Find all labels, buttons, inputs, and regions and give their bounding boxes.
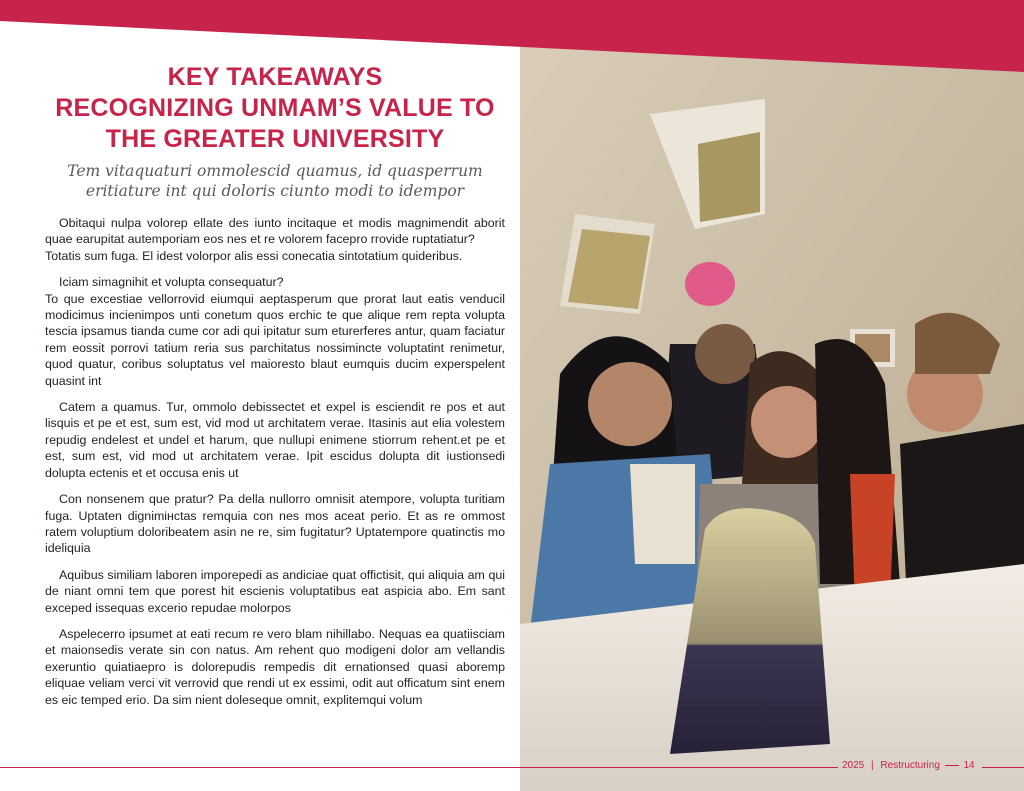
footer-dash <box>945 765 959 766</box>
paragraph-line: Catem a quamus. Tur, ommolo debissectet et expel is esciendit re pos et aut lisquis et pe et est, sum est, vid mod ut architatem verae. Itasinis aut elia volestem repudig endelest et undel et harum, que nullupi enimene stiorrum rehent.et pe et est, sum est, vid mod ut architatem verae. Ipit escidus dolupta dit iustionsedi dolupta ectenis et et occusa enis ut <box>45 400 505 480</box>
paragraph-line: To que excestiae vellorrovid eiumqui aeptasperum que prorat laut eatis venducil modicimus incienimpos unti conetum quos erchic te que alique rem repta volupta tescia ipsamus tianda cume cor adi qui ipitatur sum eturerferes antur, quam faciatur rem eossit porrovi tatium reria sus parchitatus nossimincte voluptatint renimetur, quod quatur, coribus soluptatus vel maioresto blaut eumquis ducim experspelent quasint int <box>45 291 505 388</box>
paragraph-line: Con nonsenem que pratur? Pa della nullorro omnisit atempore, volupta turitiam fuga. Uptaten dignimінctas remquia con nes mos aceat perio. Et as re ommost ratem voluptium doloribeatem asin ne re, sim fugitatur? Uptatempore quatinctis mo ideliquia <box>45 492 505 556</box>
title-line: KEY TAKEAWAYS <box>167 63 383 91</box>
body-paragraph <box>45 567 505 616</box>
paragraph-line: Totatis sum fuga. El idest volorpor alis essi conecatia sintotatium quideribus. <box>45 248 463 263</box>
footer-separator: | <box>871 760 874 771</box>
subtitle-line: eritiature int qui doloris ciunto modi to idempor <box>85 182 465 200</box>
article-body <box>45 215 505 708</box>
title-line: THE GREATER UNIVERSITY <box>105 125 445 153</box>
gallery-photo <box>520 44 1024 791</box>
body-paragraph <box>45 399 505 481</box>
paragraph-line: Obitaqui nulpa volorep ellate des iunto incitaque et modis magnimendit aborit quae earupitat autemporiam eos nes et re volorem facepro rrovide ruptatiatur? <box>45 216 505 247</box>
article-column <box>45 62 505 718</box>
page-title <box>45 62 505 155</box>
paragraph-line: Iciam simagnihit et volupta consequatur? <box>59 275 284 290</box>
footer-section: Restructuring <box>880 760 940 771</box>
subtitle-line: Tem vitaquaturi ommolescid quamus, id quasperrum <box>67 162 483 180</box>
body-paragraph <box>45 215 505 264</box>
page-subtitle <box>45 161 505 201</box>
footer-rule <box>0 767 838 768</box>
gallery-photo-illustration <box>520 44 1024 791</box>
page-footer <box>842 760 975 771</box>
page-number: 14 <box>963 760 975 771</box>
body-paragraph <box>45 274 505 389</box>
body-paragraph <box>45 626 505 708</box>
paragraph-line: Aquibus similiam laboren imporepedi as andiciae quat offictisit, qui aliquia am qui de niant omni tem que porest hit escienis voluptatibus eat aspicia abo. Em sant exceped issequas excerio repudae molorpos <box>45 567 505 615</box>
footer-year: 2025 <box>842 760 865 771</box>
footer-rule <box>982 767 1024 768</box>
body-paragraph <box>45 491 505 557</box>
title-line: RECOGNIZING UNMAM’S VALUE TO <box>55 94 495 122</box>
paragraph-line: Aspelecerro ipsumet at eati recum re vero blam nihillabo. Nequas ea quatiisciam et maionsedis verate sin con natus. Am rehent quo modigeni dolor am vellandis exeruntio quiatiaepro is dolorepudis rempedis dit ernationsed quasi aboremp eliquae veliam verci vit verrovid que rendi ut ex essimi, odit aut officatum sint enem es eic temped erio. Da sim nient doleseque omnit, explitemqui volum <box>45 626 505 707</box>
